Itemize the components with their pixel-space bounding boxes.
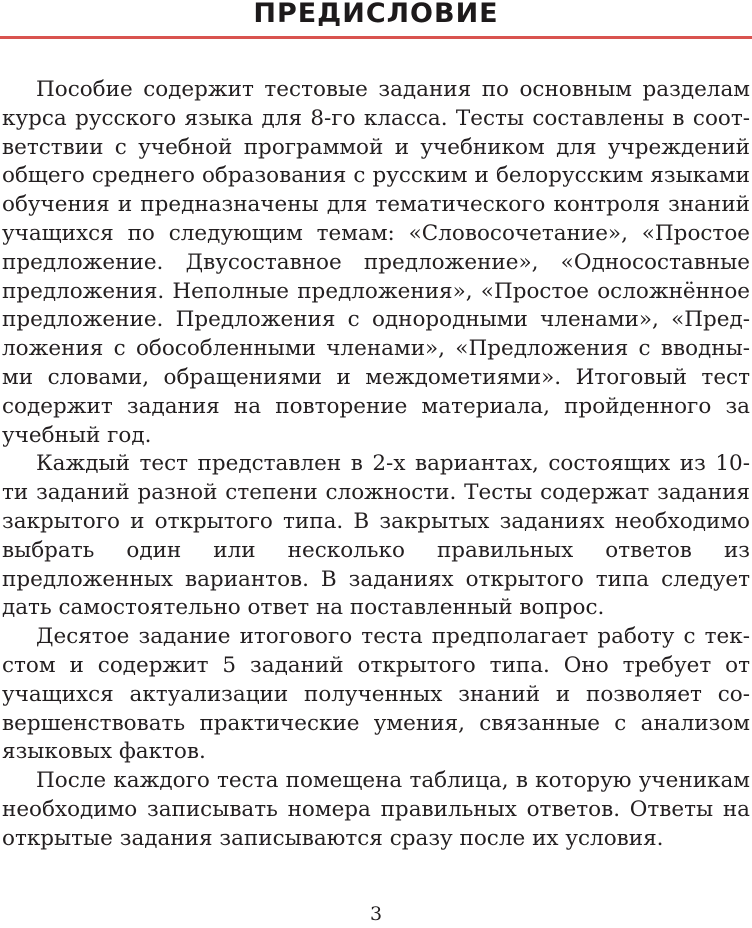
paragraph-2: Каждый тест представлен в 2-х вариантах, состоящих из 10-ти заданий разной степени сложности. Тесты содержат задания закрытого и открытого типа. В закрытых заданиях необходимо выбрать один или несколько правильных ответов из предложенных вариантов. В заданиях открытого типа следует дать самостоятельно ответ на поставленный вопрос. — [2, 451, 750, 621]
page-title: ПРЕДИСЛОВИЕ — [253, 0, 499, 29]
paragraph-3: Десятое задание итогового теста предполагает работу с текстом и содержит 5 заданий открытого типа. Оно требует от учащихся актуализации полученных знаний и позволяет совершенствовать практические умения, связанные с анализом языковых фактов. — [2, 624, 750, 765]
title-underline — [0, 36, 752, 39]
paragraph-4: После каждого теста помещена таблица, в которую ученикам необходимо записывать номера правильных ответов. Ответы на открытые задания записываются сразу после их условия. — [2, 768, 750, 851]
body-text — [2, 76, 750, 854]
paragraph-1: Пособие содержит тестовые задания по основным разделам курса русского языка для 8-го класса. Тесты составлены в соответствии с учебной программой и учебником для учреждений общего среднего образования с русским и белорусским языками обучения и предназначены для тематического контроля знаний учащихся по следующим темам: «Словосочетание», «Простое предложение. Двусоставное предложение», «Односоставные предложения. Неполные предложения», «Простое осложнённое предложение. Предложения с однородными членами», «Предложения с обособленными членами», «Предложения с вводными словами, обращениями и междометиями». Итоговый тест содержит задания на повторение материала, пройденного за учебный год. — [2, 77, 750, 448]
page-number: 3 — [369, 903, 383, 925]
